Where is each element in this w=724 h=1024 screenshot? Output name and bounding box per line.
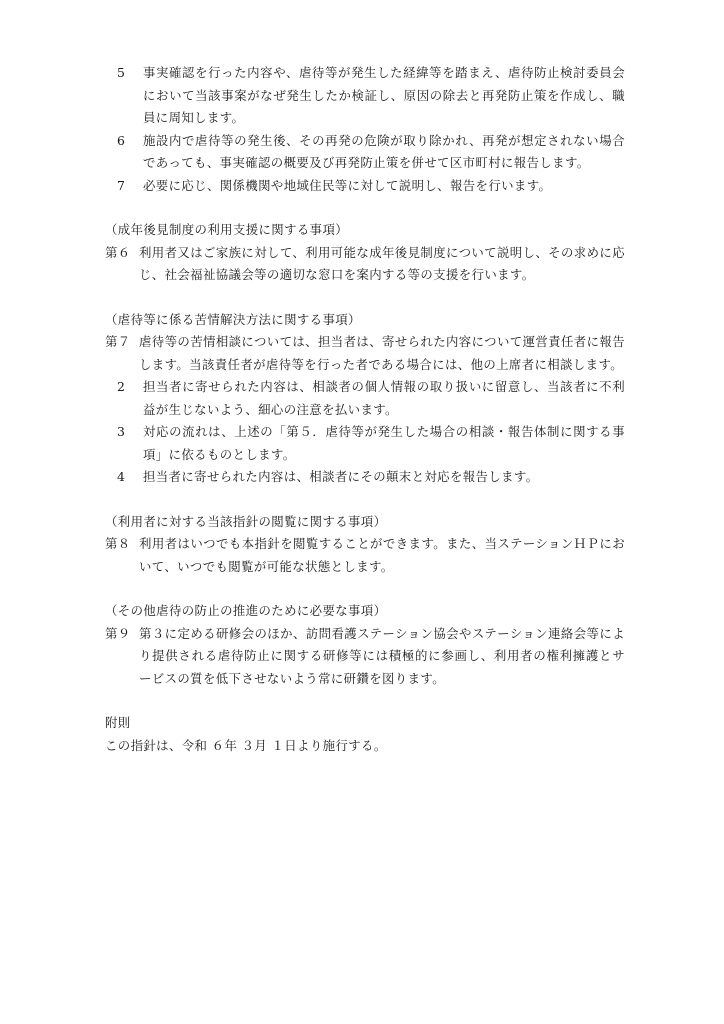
- list-item-7: [105, 175, 625, 198]
- spacer: [105, 690, 625, 712]
- article-number: 第９: [105, 625, 131, 641]
- item-number: 6: [117, 132, 126, 148]
- item-number: 5: [117, 65, 126, 80]
- article-number: 第７: [105, 334, 131, 349]
- list-item-5: [105, 62, 625, 130]
- section-8-heading: （利用者に対する当該指針の閲覧に関する事項）: [105, 513, 387, 529]
- spacer: [105, 578, 625, 600]
- article-number: 第６: [105, 244, 131, 260]
- supplementary-heading: 附則: [105, 715, 131, 730]
- article-7-item-2: [105, 376, 625, 421]
- article-text: 利用者はいつでも本指針を閲覧することができます。また、当ステーションＨＰにおいて、いつでも閲覧が可能な状態とします。: [139, 536, 625, 574]
- item-text: 担当者に寄せられた内容は、相談者の個人情報の取り扱いに留意し、当該者に不利益が生じないよう、細心の注意を払います。: [143, 379, 625, 417]
- article-text: 利用者又はご家族に対して、利用可能な成年後見制度について説明し、その求めに応じ、社会福祉協議会等の適切な窓口を案内する等の支援を行います。: [139, 244, 625, 282]
- section-7-heading: （虐待等に係る苦情解決方法に関する事項）: [105, 311, 361, 327]
- list-item-6: [105, 130, 625, 175]
- spacer: [105, 489, 625, 511]
- article-number: 第８: [105, 536, 131, 551]
- item-number: 3: [117, 424, 126, 439]
- item-number: 7: [117, 177, 126, 193]
- item-text: 対応の流れは、上述の「第５．虐待等が発生した場合の相談・報告体制に関する事項」に依るものとします。: [143, 424, 625, 462]
- article-text: 第３に定める研修会のほか、訪問看護ステーション協会やステーション連絡会等により提供される虐待防止に関する研修等には積極的に参画し、利用者の権利擁護とサービスの質を低下させないよう常に研鑽を図ります。: [139, 625, 625, 686]
- article-7-item-4: [105, 466, 625, 489]
- item-text: 事実確認を行った内容や、虐待等が発生した経緯等を踏まえ、虐待防止検討委員会において当該事案がなぜ発生したか検証し、原因の除去と再発防止策を作成し、職員に周知します。: [143, 65, 625, 125]
- article-7: [105, 331, 625, 376]
- item-text: 必要に応じ、関係機関や地域住民等に対して説明し、報告を行います。: [143, 177, 552, 193]
- supplementary-text: この指針は、令和 ６年 ３月 １日より施行する。: [105, 737, 387, 753]
- article-text: 虐待等の苦情相談については、担当者は、寄せられた内容について運営責任者に報告します。当該責任者が虐待等を行った者である場合には、他の上席者に相談します。: [139, 334, 625, 372]
- item-number: 2: [117, 379, 126, 394]
- article-7-item-3: [105, 421, 625, 466]
- item-text: 施設内で虐待等の発生後、その再発の危険が取り除かれ、再発が想定されない場合であっても、事実確認の概要及び再発防止策を併せて区市町村に報告します。: [143, 132, 625, 170]
- article-8: [105, 533, 625, 578]
- document-body: [105, 62, 625, 757]
- article-6: [105, 242, 625, 287]
- section-9-heading: （その他虐待の防止の推進のために必要な事項）: [105, 603, 387, 618]
- item-number: 4: [117, 469, 126, 484]
- section-6-heading: （成年後見制度の利用支援に関する事項）: [105, 222, 349, 237]
- item-text: 担当者に寄せられた内容は、相談者にその顛末と対応を報告します。: [143, 469, 539, 484]
- article-9: [105, 623, 625, 691]
- spacer: [105, 197, 625, 219]
- spacer: [105, 287, 625, 309]
